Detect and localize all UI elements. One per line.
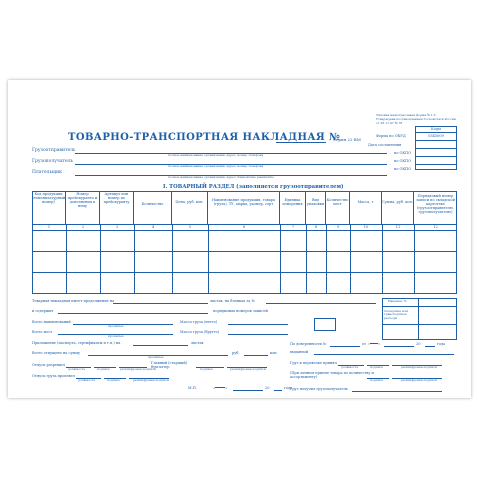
col-number-12: 12 <box>433 225 438 229</box>
proxy-from-label: от <box>362 342 367 346</box>
col-header-7: Единица измерения <box>280 192 306 224</box>
position-hint-1: должность <box>68 367 86 371</box>
col-header-1: Код продукции (номенклатурный номер) <box>32 192 66 224</box>
waybill-form: Типовая межотраслевая форма № 1-Т Утверждена постановлением Госкомстата России от 28.11.97 № 78 Коды 0345009 Форма по ОКУД Дата составления по ОКПО по ОКПО по ОКПО ТОВАРНО-ТРАНСПОРТНАЯ НАКЛАДНАЯ № Серия 22 ВМ Грузоотправитель полное наименование организации, адрес, номер телефона Грузополучатель полное наименование организации, адрес, номер телефона Плательщик полное наименование организации, адрес, банковские реквизиты I. ТОВАРНЫЙ РАЗДЕЛ (заполняется грузоотправителем) Код продукции (номенклатурный номер) Номер прейскуранта и дополнения к нему Артикул или номер по прейскуранту Количество Цена, руб. коп. Наименование продукции, товара (груза), ТУ, марка, размер, сорт Единица измерения Вид упаковки Количество мест Масса, т Сумма, руб. коп. Порядковый номер записи по складской картотеке (грузоотправителю, грузополучателю) 1 2 3 4 5 6 7 8 9 10 11 12 Наценка, % Складские или транспортные расходы Товарная накладная имеет продолжение на листах, на бланках за № и содержит порядковых номеров записей Всего наименований прописью Масса груза (нетто) Всего мест прописью Масса груза (брутто) Приложение (паспорта, сертификаты и т.п.) на листах Всего отпущено на сумму прописью руб. коп. Отпуск разрешил должность подпись расшифровка подписи Главный (старший) бухгалтер подпись расшифровка подписи Отпуск груза произвел должность подпись расшифровка подписи М.П. « » 20 года По доверенности № от « » 20 года выданной Груз к перевозке принял должность подпись расшифровка подписи (При личном приеме товара по количеству и ассортименту) подпись расшифровка подписи Груз получил грузополучатель <box>8 80 471 398</box>
date-label: Дата составления <box>368 143 402 147</box>
col-number-8: 8 <box>314 225 318 229</box>
form-title: ТОВАРНО-ТРАНСПОРТНАЯ НАКЛАДНАЯ № <box>68 132 341 143</box>
col-header-2: Номер прейскуранта и дополнения к нему <box>66 192 100 224</box>
decoding-hint-5: расшифровка подписи <box>401 378 437 382</box>
rub-label: руб. <box>232 351 240 355</box>
consignee-label: Грузополучатель <box>32 159 74 164</box>
position-hint-2: должность <box>78 378 96 382</box>
payer-label: Плательщик <box>32 170 62 175</box>
words-hint-3: прописью <box>148 355 164 359</box>
okud-value: 0345009 <box>428 134 444 138</box>
signature-hint-3: подпись <box>107 378 120 382</box>
okud-label: Форма по ОКУД <box>376 134 406 138</box>
proxy-issued-label: выданной <box>290 350 309 354</box>
position-hint-3: должность <box>341 365 359 369</box>
total-names-label: Всего наименований <box>32 320 71 324</box>
mass-gross-label: Масса груза (брутто) <box>180 330 220 334</box>
words-hint-1: прописью <box>108 324 124 328</box>
marks-header: Наценка, % <box>388 299 407 303</box>
total-places-label: Всего мест <box>32 330 53 334</box>
col-number-9: 9 <box>336 225 340 229</box>
words-hint-2: прописью <box>108 334 124 338</box>
approval-line-1: Типовая межотраслевая форма № 1-Т <box>376 113 436 117</box>
signature-hint-4: подпись <box>370 365 383 369</box>
consignee-hint: полное наименование организации, адрес, номер телефона <box>168 164 264 168</box>
payer-hint: полное наименование организации, адрес, банковские реквизиты <box>168 175 274 179</box>
col-number-5: 5 <box>188 225 192 229</box>
approval-line-3: от 28.11.97 № 78 <box>376 121 403 125</box>
shipper-hint: полное наименование организации, адрес, номер телефона <box>168 153 264 157</box>
year-suffix-2: года <box>437 342 446 346</box>
chief-accountant-label: Главный (старший) бухгалтер <box>151 361 188 369</box>
cargo-received-label: Груз получил грузополучатель <box>290 387 348 391</box>
cargo-note-label: (При личном приеме товара по количеству и ассортименту) <box>290 371 374 379</box>
kop-label: коп. <box>270 351 278 355</box>
okpo-label-2: по ОКПО <box>394 159 412 163</box>
col-number-7: 7 <box>291 225 295 229</box>
codes-header: Коды <box>431 127 441 131</box>
okpo-label-1: по ОКПО <box>394 151 412 155</box>
col-number-6: 6 <box>242 225 246 229</box>
col-header-11: Сумма, руб. коп. <box>382 192 414 224</box>
col-header-4: Количество <box>134 192 172 224</box>
col-number-1: 1 <box>47 225 51 229</box>
signature-hint-1: подпись <box>97 367 110 371</box>
series-label: Серия 22 ВМ <box>333 137 361 142</box>
attachments-label: Приложение (паспорта, сертификаты и т.п.) на <box>32 341 121 345</box>
signature-hint-5: подпись <box>370 378 383 382</box>
col-header-6: Наименование продукции, товара (груза), ТУ, марка, размер, сорт <box>208 192 280 224</box>
col-number-4: 4 <box>151 225 155 229</box>
sheets-label: листах <box>191 341 204 345</box>
col-number-10: 10 <box>363 225 369 229</box>
decoding-hint-1: расшифровка подписи <box>120 367 156 371</box>
cargo-released-label: Отпуск груза произвел <box>32 374 75 378</box>
year-short-2: 20 <box>416 342 421 346</box>
stamp-label: М.П. <box>188 386 197 390</box>
total-sum-label: Всего отпущено на сумму <box>32 351 81 355</box>
shipper-label: Грузоотправитель <box>32 148 76 153</box>
serial-records-label: порядковых номеров записей <box>213 309 268 313</box>
decoding-hint-4: расшифровка подписи <box>401 365 437 369</box>
places-box <box>314 318 336 331</box>
col-header-3: Артикул или номер по прейскуранту <box>100 192 134 224</box>
mass-net-label: Масса груза (нетто) <box>180 320 218 324</box>
decoding-hint-3: расшифровка подписи <box>133 378 169 382</box>
sheets-on-label: листах, на бланках за № <box>210 299 255 303</box>
col-header-8: Вид упаковки <box>306 192 326 224</box>
released-by-label: Отпуск разрешил <box>32 363 65 367</box>
col-header-12: Порядковый номер записи по складской картотеке (грузоотправителю, грузополучателю) <box>416 194 455 214</box>
year-short-1: 20 <box>265 386 270 390</box>
section-1-title: I. ТОВАРНЫЙ РАЗДЕЛ (заполняется грузоотправителем) <box>163 184 344 190</box>
col-number-3: 3 <box>115 225 119 229</box>
marks-sub: Складские или транспортные расходы <box>384 309 408 320</box>
decoding-hint-2: расшифровка подписи <box>230 367 266 371</box>
and-contains-label: и содержит <box>32 309 54 313</box>
col-number-11: 11 <box>395 225 401 229</box>
contains-label: Товарная накладная имеет продолжение на <box>32 299 115 303</box>
cargo-accepted-label: Груз к перевозке принял <box>290 361 337 365</box>
col-number-2: 2 <box>81 225 85 229</box>
col-header-10: Масса, т <box>350 192 382 224</box>
okpo-label-3: по ОКПО <box>394 167 412 171</box>
proxy-label: По доверенности № <box>290 342 327 346</box>
year-suffix-1: года <box>284 386 293 390</box>
approval-line-2: Утверждена постановлением Госкомстата России <box>376 117 456 121</box>
signature-hint-2: подпись <box>200 367 213 371</box>
col-header-9: Количество мест <box>326 192 350 224</box>
col-header-5: Цена, руб. коп. <box>172 192 208 224</box>
